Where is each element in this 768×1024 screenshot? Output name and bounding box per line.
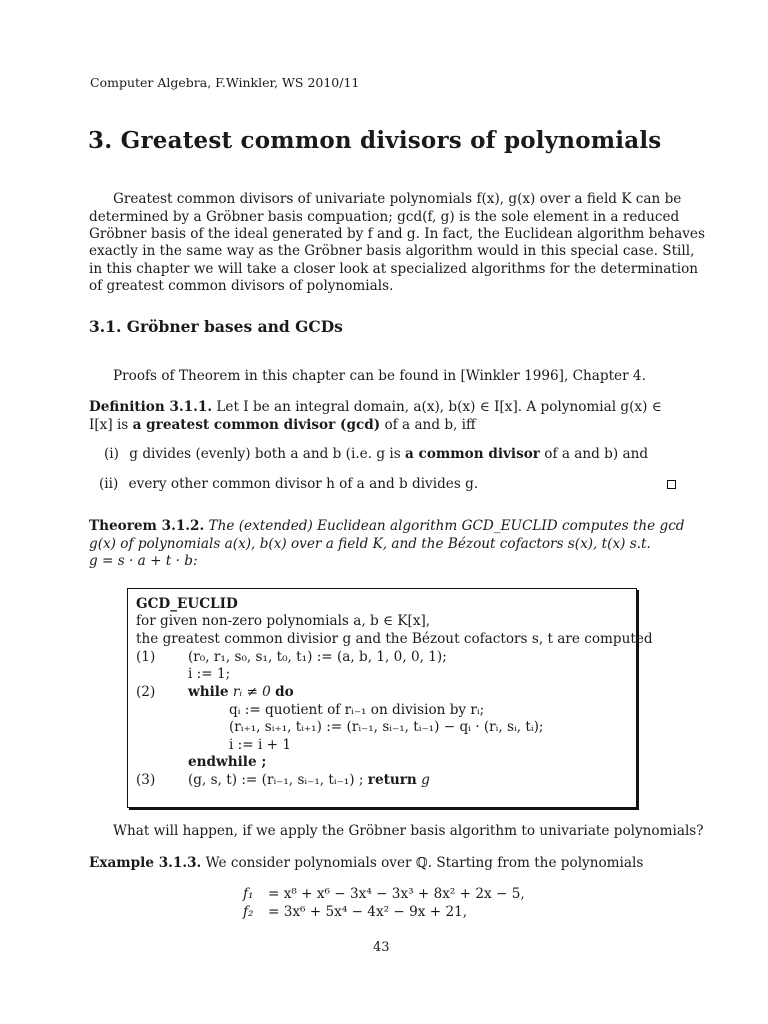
section-title: 3.1. Gröbner bases and GCDs <box>89 317 343 336</box>
algorithm-name: GCD_EUCLID <box>136 596 238 612</box>
intro-line-5: in this chapter we will take a closer look at specialized algorithms for the determination <box>89 261 699 277</box>
step-3-label: (3) <box>136 772 156 788</box>
intro-line-2: determined by a Gröbner basis compuation; gcd(f, g) is the sole element in a reduced <box>89 209 680 225</box>
page-number: 43 <box>373 940 390 955</box>
loop-increment: i := i + 1 <box>229 737 291 753</box>
item-1-text-b: of a and b) and <box>539 446 649 462</box>
intro-line-4: exactly in the same way as the Gröbner basis algorithm would in this special case. Still, <box>89 243 695 259</box>
qed-square-icon <box>667 480 676 489</box>
theorem-text-1: The (extended) Euclidean algorithm GCD_EUCLID computes the gcd <box>208 518 685 534</box>
theorem-line-1 <box>89 518 685 534</box>
item-2-text: every other common divisor h of a and b divides g. <box>128 476 479 492</box>
theorem-line-2 <box>89 536 651 552</box>
f1-name <box>243 886 253 902</box>
theorem-text-2: g(x) of polynomials a(x), b(x) over a field K, and the Bézout cofactors s(x), t(x) s.t. <box>89 536 651 552</box>
f1-equation: = x⁸ + x⁶ − 3x⁴ − 3x³ + 8x² + 2x − 5, <box>268 886 525 902</box>
theorem-text-3: g = s · a + t · b: <box>89 553 198 569</box>
endwhile-keyword: endwhile ; <box>188 754 267 770</box>
step-2-label: (2) <box>136 684 156 700</box>
item-1-text-a: g divides (evenly) both a and b (i.e. g is <box>129 446 406 462</box>
item-1-label: (i) <box>104 446 119 462</box>
step-1-assign: (r₀, r₁, s₀, s₁, t₀, t₁) := (a, b, 1, 0, 0, 1); <box>188 649 447 665</box>
step-3-line <box>188 772 430 788</box>
algorithm-box <box>127 588 653 808</box>
step-3-assign: (g, s, t) := (rᵢ₋₁, sᵢ₋₁, tᵢ₋₁) ; <box>188 772 364 788</box>
definition-item-2 <box>99 476 478 492</box>
algorithm-output: the greatest common divisior g and the Bézout cofactors s, t are computed <box>136 631 653 647</box>
chapter-title: 3. Greatest common divisors of polynomials <box>88 127 662 154</box>
return-value: g <box>421 772 430 788</box>
definition-text-2b: of a and b, iff <box>380 417 476 433</box>
f1-symbol: f₁ <box>243 886 254 902</box>
definition-term: a greatest common divisor (gcd) <box>132 417 381 433</box>
step-1-init: i := 1; <box>188 666 231 682</box>
definition-label: Definition 3.1.1. <box>89 399 213 415</box>
while-keyword: while <box>188 684 229 700</box>
theorem-line-3 <box>89 553 198 569</box>
f2-equation: = 3x⁶ + 5x⁴ − 4x² − 9x + 21, <box>268 904 468 920</box>
do-keyword: do <box>275 684 294 700</box>
example-label: Example 3.1.3. <box>89 855 202 871</box>
example-text: We consider polynomials over ℚ. Starting from the polynomials <box>205 855 644 871</box>
example-line <box>89 855 643 871</box>
while-line <box>188 684 294 700</box>
intro-line-6: of greatest common divisors of polynomials. <box>89 278 394 294</box>
return-keyword: return <box>367 772 417 788</box>
definition-line-2 <box>89 417 476 433</box>
item-2-label: (ii) <box>99 476 119 492</box>
f2-name <box>243 904 253 920</box>
definition-text-2a: I[x] is <box>89 417 133 433</box>
definition-line-1 <box>89 399 662 415</box>
f2-symbol: f₂ <box>243 904 254 920</box>
intro-line-1: Greatest common divisors of univariate polynomials f(x), g(x) over a field K can be <box>113 191 682 207</box>
step-1-label: (1) <box>136 649 156 665</box>
while-condition: rᵢ ≠ 0 <box>232 684 271 700</box>
algorithm-input: for given non-zero polynomials a, b ∈ K[x], <box>136 613 431 629</box>
loop-quotient: qᵢ := quotient of rᵢ₋₁ on division by rᵢ; <box>229 702 485 718</box>
running-head: Computer Algebra, F.Winkler, WS 2010/11 <box>90 75 360 90</box>
loop-update: (rᵢ₊₁, sᵢ₊₁, tᵢ₊₁) := (rᵢ₋₁, sᵢ₋₁, tᵢ₋₁) − qᵢ · (rᵢ, sᵢ, tᵢ); <box>229 719 544 735</box>
definition-text-1: Let I be an integral domain, a(x), b(x) ∈ I[x]. A polynomial g(x) ∈ <box>216 399 662 415</box>
intro-line-3: Gröbner basis of the ideal generated by f and g. In fact, the Euclidean algorithm behaves <box>89 226 705 242</box>
question-text: What will happen, if we apply the Gröbner basis algorithm to univariate polynomials? <box>113 823 704 839</box>
definition-item-1 <box>104 446 648 462</box>
proofs-note: Proofs of Theorem in this chapter can be found in [Winkler 1996], Chapter 4. <box>113 368 646 384</box>
item-1-term: a common divisor <box>405 446 540 462</box>
theorem-label: Theorem 3.1.2. <box>89 518 205 534</box>
